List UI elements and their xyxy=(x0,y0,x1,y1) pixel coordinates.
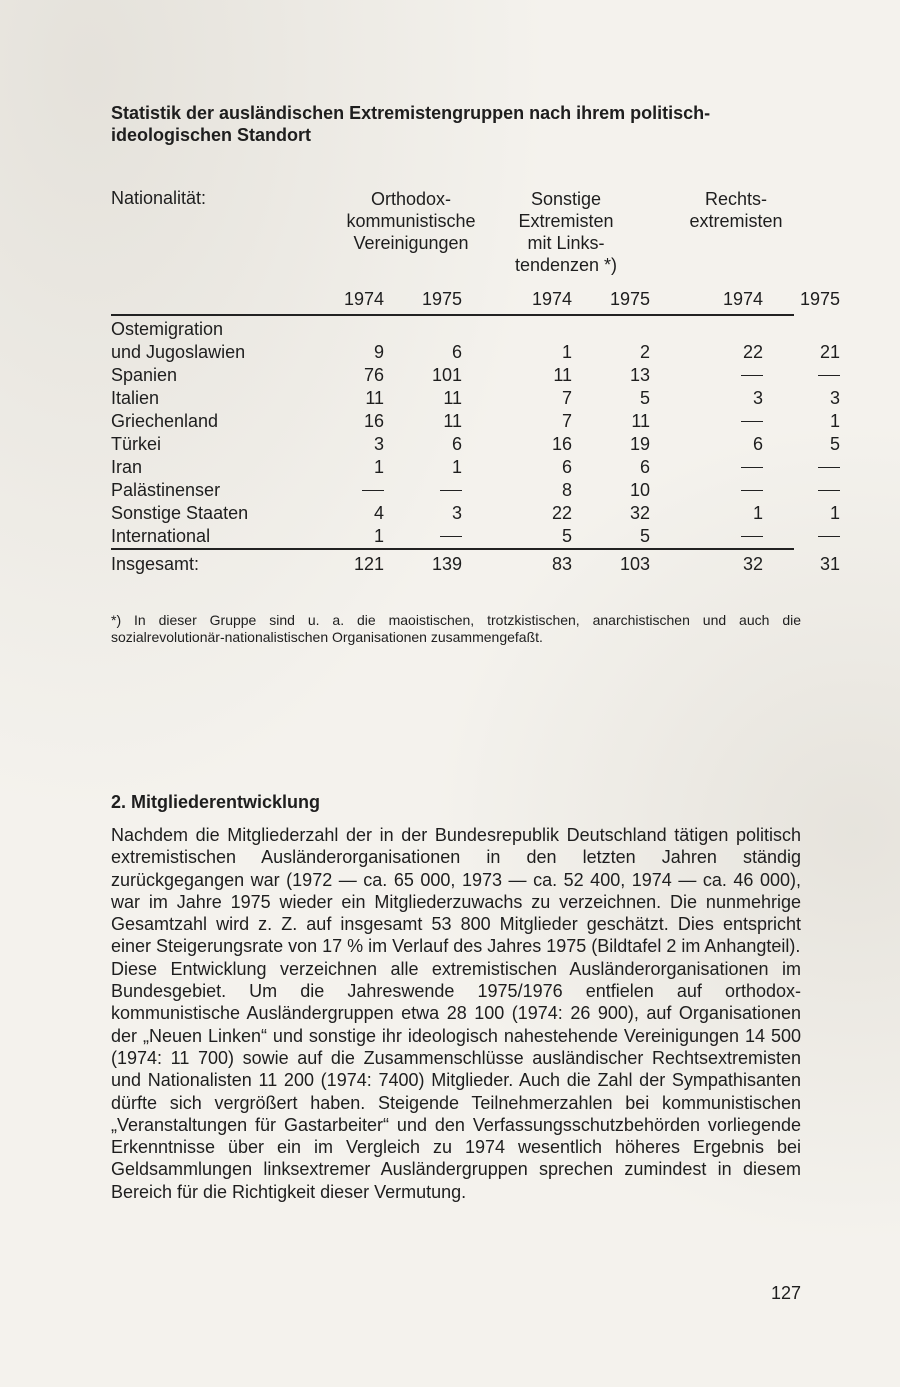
table-cell: 19 xyxy=(629,434,650,454)
group-header-sonstige: Sonstige Extremisten mit Links- tendenzen *) xyxy=(514,189,618,275)
table-cell: 1 xyxy=(752,503,763,523)
table-cell: 5 xyxy=(639,526,650,546)
table-row xyxy=(111,433,840,456)
table-cell: 6 xyxy=(639,457,650,477)
table-cell xyxy=(402,479,462,502)
table-cell: 7 xyxy=(561,388,572,408)
table-row xyxy=(111,525,794,548)
table-cell: 22 xyxy=(742,342,763,362)
dash-mark xyxy=(741,536,763,537)
table-cell: 16 xyxy=(363,411,384,431)
table-cell: 21 xyxy=(819,342,840,362)
table-cell xyxy=(780,456,840,479)
table-cell: 139 xyxy=(431,554,462,574)
table-cell: 10 xyxy=(629,480,650,500)
year-header: 1975 xyxy=(421,289,462,309)
row-label: Iran xyxy=(111,457,143,477)
row-label: Ostemigration xyxy=(111,319,224,339)
row-label: Griechenland xyxy=(111,411,219,431)
table-cell xyxy=(703,479,763,502)
table-cell xyxy=(703,456,763,479)
table-cell: 3 xyxy=(451,503,462,523)
table-cell: 103 xyxy=(619,554,650,574)
page-number: 127 xyxy=(770,1283,801,1303)
dash-mark xyxy=(440,490,462,491)
nationality-label: Nationalität: xyxy=(111,188,207,208)
table-cell: 11 xyxy=(631,411,650,431)
table-cell: 5 xyxy=(561,526,572,546)
row-label: Italien xyxy=(111,388,160,408)
table-row xyxy=(111,341,840,364)
section-heading: 2. Mitgliederentwicklung xyxy=(111,792,321,812)
table-cell: 7 xyxy=(561,411,572,431)
table-cell: 3 xyxy=(829,388,840,408)
table-title: Statistik der ausländischen Extremistengruppen nach ihrem politisch-ideologischen Standort xyxy=(111,103,711,145)
table-cell: 6 xyxy=(451,434,462,454)
table-cell xyxy=(703,364,763,387)
table-row xyxy=(111,410,840,433)
table-cell: 6 xyxy=(752,434,763,454)
table-cell xyxy=(324,479,384,502)
table-cell: 6 xyxy=(561,457,572,477)
table-cell: 22 xyxy=(551,503,572,523)
table-cell: 1 xyxy=(829,503,840,523)
table-cell: 121 xyxy=(353,554,384,574)
table-cell: 1 xyxy=(373,457,384,477)
table-cell: 32 xyxy=(629,503,650,523)
row-label: Palästinenser xyxy=(111,480,221,500)
table-cell xyxy=(703,410,763,433)
table-cell: 31 xyxy=(819,554,840,574)
table-row xyxy=(111,479,794,502)
group-header-orthodox: Orthodox- kommunistische Vereinigungen xyxy=(346,189,476,253)
table-row xyxy=(111,553,840,576)
year-header: 1974 xyxy=(531,289,572,309)
table-cell: 6 xyxy=(451,342,462,362)
table-cell: 11 xyxy=(553,365,572,385)
dash-mark xyxy=(818,536,840,537)
table-cell: 83 xyxy=(551,554,572,574)
table-cell: 32 xyxy=(742,554,763,574)
table-cell: 1 xyxy=(829,411,840,431)
footnote: *) In dieser Gruppe sind u. a. die maoistischen, trotzkistischen, anarchistischen und auch die sozialrevolutionär-nationalistischen Organisationen zusammengefaßt. xyxy=(111,612,801,645)
table-cell: 16 xyxy=(551,434,572,454)
dash-mark xyxy=(741,375,763,376)
table-rule-top xyxy=(111,314,794,316)
table-row xyxy=(111,364,794,387)
table-cell: 8 xyxy=(561,480,572,500)
dash-mark xyxy=(818,375,840,376)
table-cell xyxy=(780,525,840,548)
table-cell xyxy=(780,364,840,387)
table-rule-bottom xyxy=(111,548,794,550)
paragraph: Nachdem die Mitgliederzahl der in der Bundesrepublik Deutschland tätigen politisch extremistischen Ausländerorganisationen in den letzten Jahren ständig zurückgegangen war (1972 — ca. 65 000, 1973 — ca. 52 400, 1974 — ca. 46 000), war im Jahre 1975 wieder ein Mitgliederzuwachs zu verzeichnen. Die nunmehrige Gesamtzahl wird z. Z. auf insgesamt 53 800 Mitglieder geschätzt. Dies entspricht einer Steigerungsrate von 17 % im Verlauf des Jahres 1975 (Bildtafel 2 im Anhangteil). xyxy=(111,825,801,957)
table-cell: 11 xyxy=(443,411,462,431)
paragraph: Diese Entwicklung verzeichnen alle extremistischen Ausländerorganisationen im Bundesgebiet. Um die Jahreswende 1975/1976 entfielen auf orthodox-kommunistische Ausländergruppen etwa 28 100 (1974: 26 900), auf Organisationen der „Neuen Linken“ und sonstige ihr ideologisch nahestehende Vereinigungen 14 500 (1974: 11 700) sowie auf die Zusammenschlüsse ausländischer Rechtsextremisten und Nationalisten 11 200 (1974: 7400) Mitglieder. Auch die Zahl der Sympathisanten dürfte sich vergrößert haben. Steigende Teilnehmerzahlen bei kommunistischen „Veranstaltungen für Gastarbeiter“ und den Verfassungsschutzbehörden vorliegende Erkenntnisse über ein im Vergleich zu 1974 wesentlich höheres Ergebnis bei Geldsammlungen linksextremer Ausländergruppen sprechen zumindest in diesem Bereich für die Richtigkeit dieser Vermutung. xyxy=(111,958,801,1202)
dash-mark xyxy=(818,490,840,491)
row-label: International xyxy=(111,526,211,546)
year-header: 1974 xyxy=(343,289,384,309)
table-cell: 5 xyxy=(639,388,650,408)
table-row xyxy=(111,456,794,479)
row-label: Sonstige Staaten xyxy=(111,503,249,523)
table-cell: 4 xyxy=(373,503,384,523)
year-header: 1975 xyxy=(609,289,650,309)
year-header: 1974 xyxy=(722,289,763,309)
table-cell: 1 xyxy=(561,342,572,362)
table-cell: 13 xyxy=(629,365,650,385)
dash-mark xyxy=(741,467,763,468)
dash-mark xyxy=(741,490,763,491)
table-cell: 11 xyxy=(365,388,384,408)
table-cell xyxy=(402,525,462,548)
table-row xyxy=(111,318,794,341)
table-cell xyxy=(780,479,840,502)
year-header: 1975 xyxy=(799,289,840,309)
table-cell: 5 xyxy=(829,434,840,454)
dash-mark xyxy=(741,421,763,422)
body-text xyxy=(111,824,801,1203)
table-cell: 101 xyxy=(431,365,462,385)
row-label: Insgesamt: xyxy=(111,554,200,574)
table-cell: 1 xyxy=(373,526,384,546)
dash-mark xyxy=(362,490,384,491)
table-cell xyxy=(703,525,763,548)
row-label: Spanien xyxy=(111,365,178,385)
dash-mark xyxy=(818,467,840,468)
table-cell: 1 xyxy=(451,457,462,477)
table-cell: 76 xyxy=(363,365,384,385)
table-cell: 3 xyxy=(373,434,384,454)
table-cell: 3 xyxy=(752,388,763,408)
dash-mark xyxy=(440,536,462,537)
group-header-rechts: Rechts- extremisten xyxy=(689,189,783,231)
row-label: und Jugoslawien xyxy=(111,342,246,362)
table-row xyxy=(111,502,840,525)
table-cell: 2 xyxy=(639,342,650,362)
table-cell: 9 xyxy=(373,342,384,362)
row-label: Türkei xyxy=(111,434,162,454)
table-cell: 11 xyxy=(443,388,462,408)
table-row xyxy=(111,387,840,410)
